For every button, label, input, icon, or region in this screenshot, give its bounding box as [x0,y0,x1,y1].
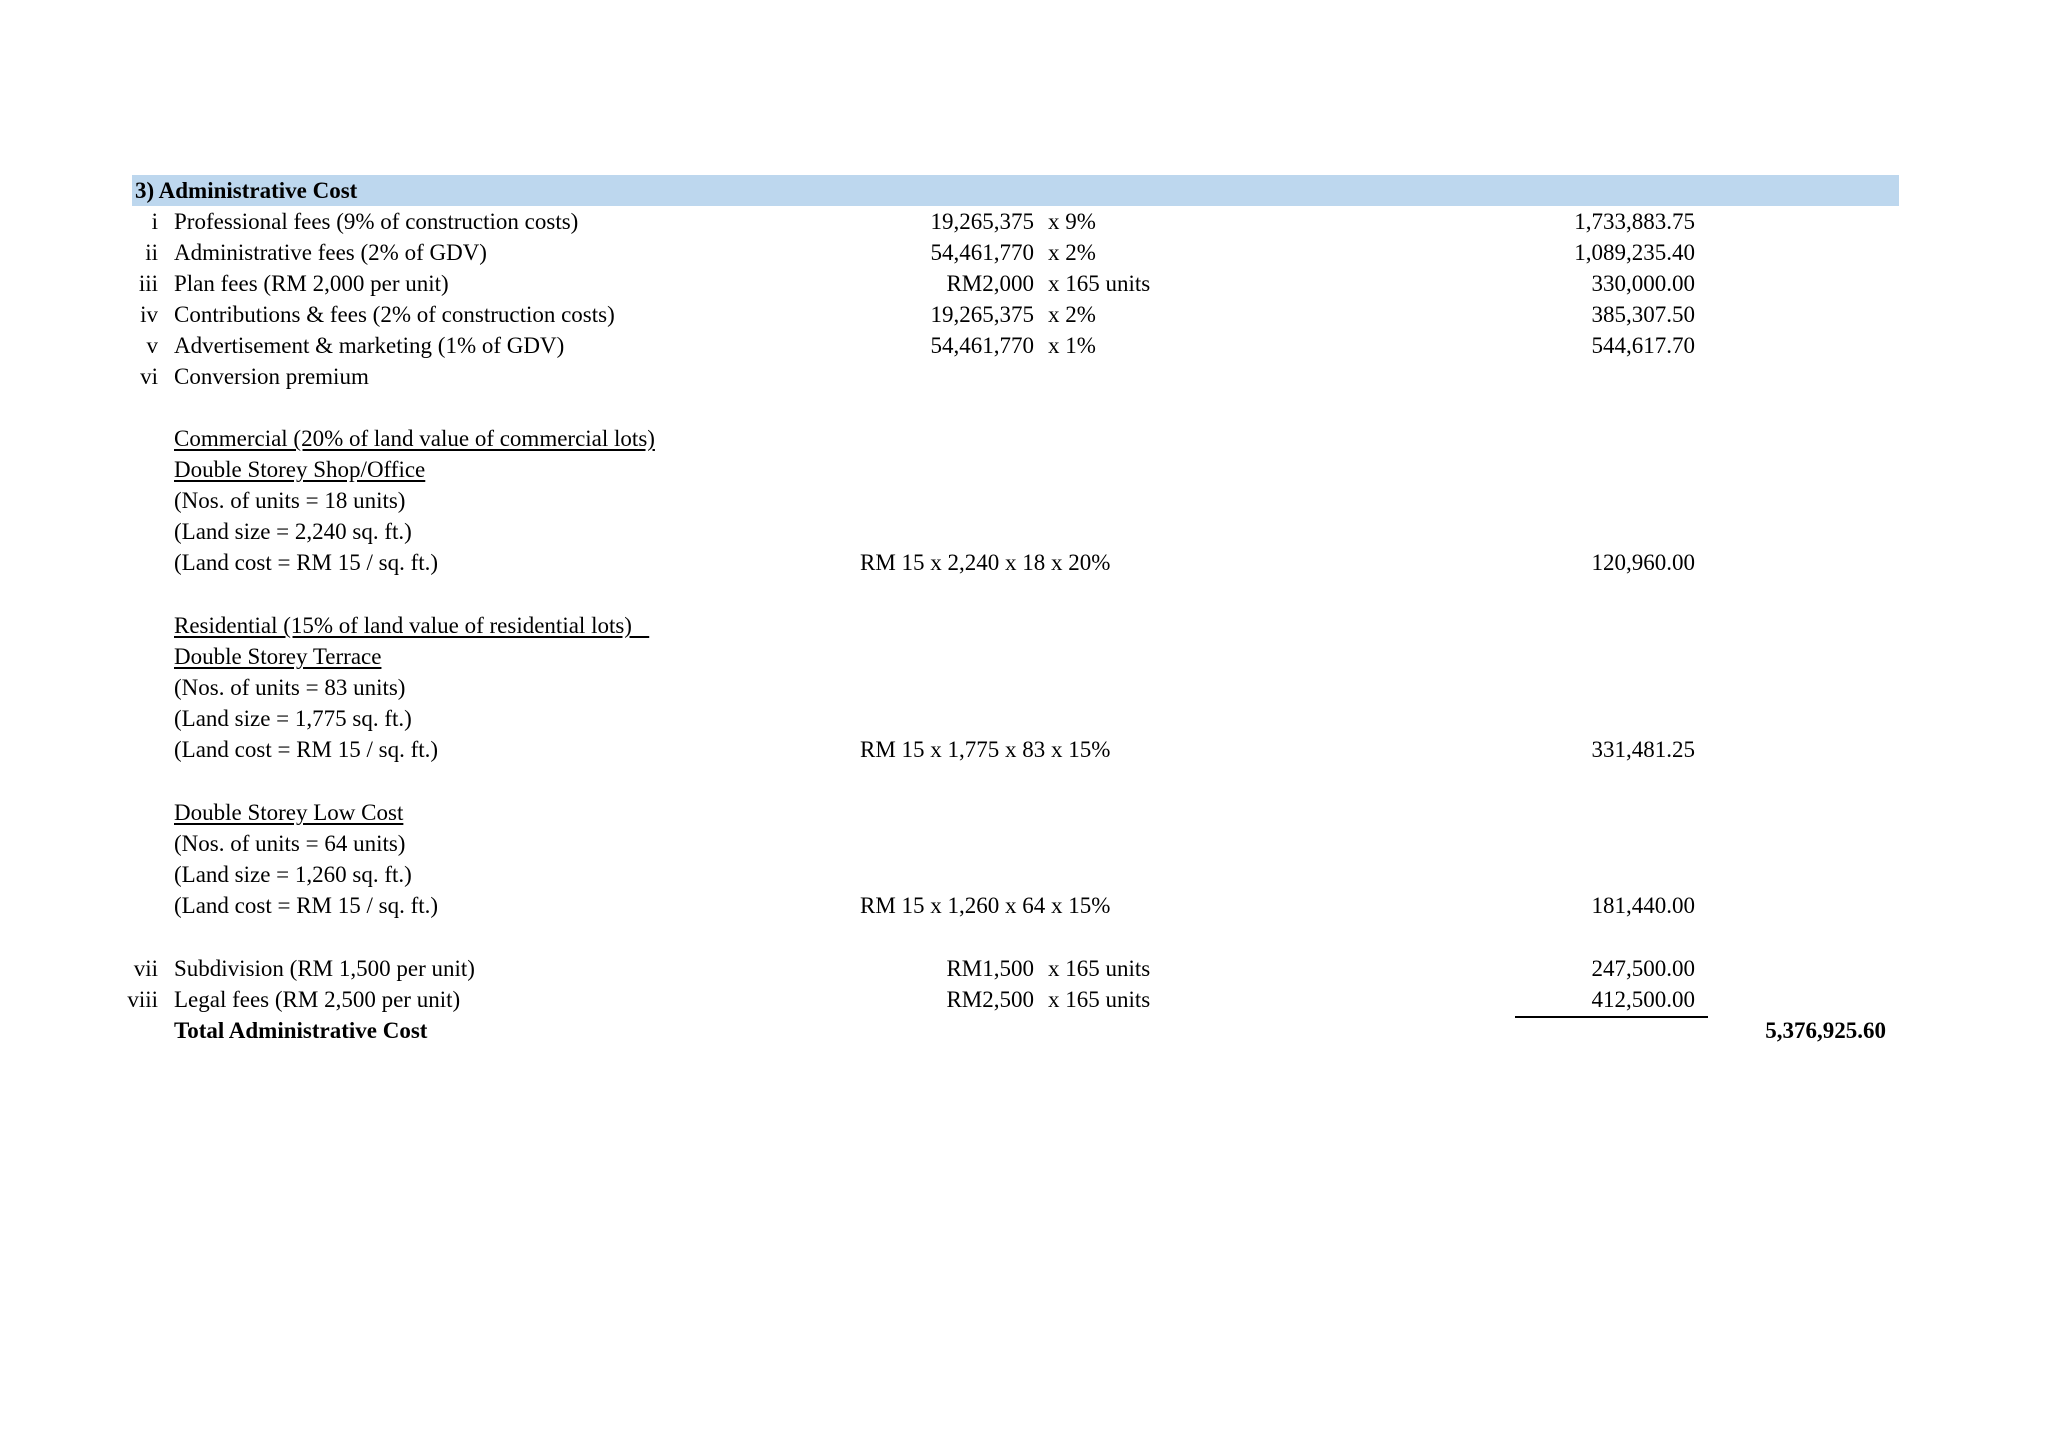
row-numeral: vii [133,956,158,981]
row-description: Legal fees (RM 2,500 per unit) [174,987,461,1012]
row-description: Subdivision (RM 1,500 per unit) [174,956,475,981]
detail-row [0,734,2048,765]
row-numeral: v [146,333,158,358]
subsection-heading-row [0,797,2048,828]
cost-row [0,237,2048,268]
cost-row [0,268,2048,299]
row-base-amount: 19,265,375 [930,209,1034,234]
row-description: Administrative fees (2% of GDV) [174,240,487,265]
residential-heading: Residential (15% of land value of residential lots) [174,613,650,638]
row-numeral: ii [145,240,158,265]
row-numeral: vi [140,364,158,389]
terrace-heading: Double Storey Terrace [174,644,382,669]
cost-row [0,361,2048,392]
cost-row [0,330,2048,361]
row-multiplier: x 2% [1048,240,1096,265]
detail-row [0,828,2048,859]
row-base-amount: RM2,000 [946,271,1034,296]
row-base-amount: RM1,500 [946,956,1034,981]
row-description: (Land size = 2,240 sq. ft.) [174,519,412,544]
row-description: (Land cost = RM 15 / sq. ft.) [174,550,439,575]
row-description: Advertisement & marketing (1% of GDV) [174,333,565,358]
detail-row [0,703,2048,734]
section-header-band [132,175,1899,206]
row-description: Plan fees (RM 2,000 per unit) [174,271,449,296]
cost-row [0,299,2048,330]
row-formula: RM 15 x 1,775 x 83 x 15% [860,737,1111,762]
detail-row [0,547,2048,578]
subsection-heading-row [0,423,2048,454]
total-row [0,1015,2048,1046]
row-value: 120,960.00 [1591,550,1695,575]
low-cost-heading: Double Storey Low Cost [174,800,404,825]
row-description: (Land cost = RM 15 / sq. ft.) [174,737,439,762]
row-multiplier: x 165 units [1048,271,1151,296]
subsection-heading-row [0,641,2048,672]
row-formula: RM 15 x 1,260 x 64 x 15% [860,893,1111,918]
row-description: (Land cost = RM 15 / sq. ft.) [174,893,439,918]
row-base-amount: 54,461,770 [930,240,1034,265]
row-description: Conversion premium [174,364,369,389]
row-multiplier: x 1% [1048,333,1096,358]
row-value: 544,617.70 [1591,333,1695,358]
row-numeral: iii [138,271,158,296]
row-value: 247,500.00 [1591,956,1695,981]
row-base-amount: RM2,500 [946,987,1034,1012]
row-multiplier: x 9% [1048,209,1096,234]
detail-row [0,672,2048,703]
row-value: 1,733,883.75 [1574,209,1695,234]
row-description: (Nos. of units = 83 units) [174,675,406,700]
subsection-heading-row [0,454,2048,485]
row-description: (Nos. of units = 64 units) [174,831,406,856]
row-value: 1,089,235.40 [1574,240,1695,265]
row-value: 331,481.25 [1591,737,1695,762]
row-description: Professional fees (9% of construction costs) [174,209,579,234]
row-base-amount: 19,265,375 [930,302,1034,327]
row-numeral: viii [127,987,158,1012]
detail-row [0,485,2048,516]
row-description: (Land size = 1,775 sq. ft.) [174,706,412,731]
detail-row [0,516,2048,547]
row-value: 181,440.00 [1591,893,1695,918]
row-multiplier: x 165 units [1048,987,1151,1012]
row-base-amount: 54,461,770 [930,333,1034,358]
cost-row [0,984,2048,1015]
row-multiplier: x 2% [1048,302,1096,327]
total-label: Total Administrative Cost [174,1018,428,1043]
section-title: 3) Administrative Cost [135,178,358,203]
row-numeral: iv [140,302,158,327]
row-description: (Nos. of units = 18 units) [174,488,406,513]
commercial-heading: Commercial (20% of land value of commercial lots) [174,426,655,451]
row-multiplier: x 165 units [1048,956,1151,981]
row-value: 330,000.00 [1591,271,1695,296]
cost-row [0,206,2048,237]
subsection-heading-row [0,610,2048,641]
cost-row [0,953,2048,984]
total-value: 5,376,925.60 [1765,1018,1886,1043]
row-value: 412,500.00 [1591,987,1695,1012]
row-description: (Land size = 1,260 sq. ft.) [174,862,412,887]
row-formula: RM 15 x 2,240 x 18 x 20% [860,550,1111,575]
detail-row [0,890,2048,921]
detail-row [0,859,2048,890]
shop-office-heading: Double Storey Shop/Office [174,457,426,482]
row-value: 385,307.50 [1591,302,1695,327]
row-description: Contributions & fees (2% of construction costs) [174,302,615,327]
row-numeral: i [151,209,158,234]
